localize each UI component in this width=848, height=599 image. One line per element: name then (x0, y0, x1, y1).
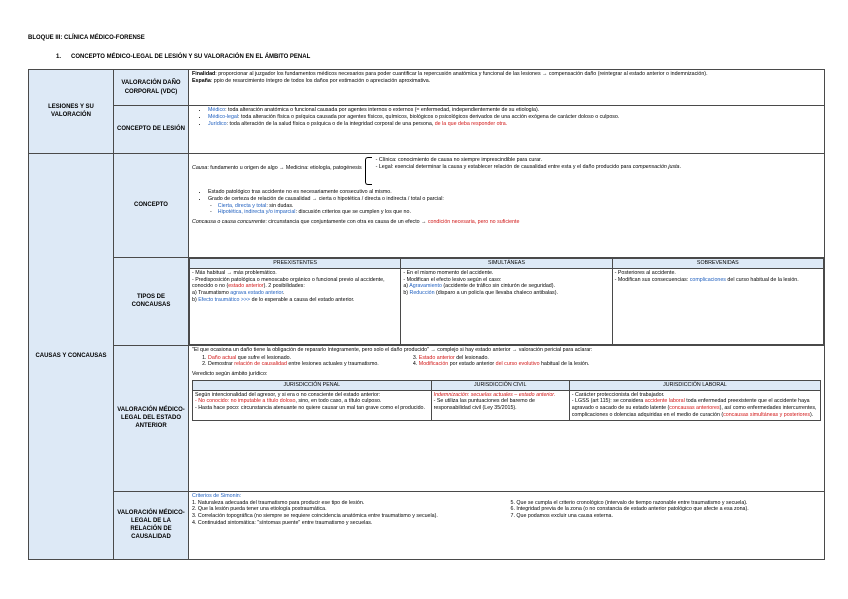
tipos-label: TIPOS DE CONCAUSAS (114, 258, 189, 346)
estado-anterior-label: VALORACIÓN MÉDICO-LEGAL DEL ESTADO ANTERIOR (114, 345, 189, 491)
causas-label: CAUSAS Y CONCAUSAS (29, 154, 114, 560)
laboral-cell: - Carácter proteccionista del trabajador. - LGSS (art 115): se considera accidente laboral toda enfermedad preexistente que el accidente haya agravado o sacado de su estado latente (concausas anteriores), así como enfermedades intercurrentes, complicaciones o dolencias adquiridas en el medio de curación (concausas simultáneas y posteriores). (569, 390, 820, 420)
civil-cell: Indemnización: secuelas actuales – estado anterior. - Se utiliza las puntuaciones del baremo de responsabilidad civil (Ley 35/2015). (431, 390, 569, 420)
row-concepto-lesion (29, 106, 825, 154)
row-estado-anterior (29, 345, 825, 491)
medico-item: • Médico: toda alteración anatómica o funcional causada por agentes internos o externos (≈ enfermedad, independientemente de su etiología). (208, 107, 821, 114)
section-title (56, 54, 310, 62)
vdc-label: VALORACIÓN DAÑO CORPORAL (VDC) (114, 70, 189, 106)
tipos-header-pre: PREEXISTENTES (190, 259, 401, 269)
estado-anterior-content: "El que ocasiona un daño tiene la obligación de repararlo íntegramente, pero solo el daño producido" → complejo si hay estado anterior → valoración pericial para aclarar: 1. Daño actual que sufre el lesionado. 2. Demostrar relación de causalidad entre lesiones actuales y traumatismo. 3. Estado anterior del lesionado. 4. Modificación por estado anterior del curso evolutivo habitual de la lesión. Veredicto según ámbito jurídico: JURISDICCIÓN PENAL JURISDICCIÓN CIVIL JURISDICCIÓN LABORAL Según intencionalidad del agresor, y si era o no consciente del estado anterior: - No conocido: no imputable a título doloso, sino, en todo caso, a título culposo. - Hasta hace poco: circunstancia atenuante no quiere causar un mal tan grave como el producido. Indemnización: secuelas actuales – estado anterior. - Se utiliza las puntuaciones del baremo de responsabilidad civil (Ley 35/2015). - Carácter proteccionista del trabajador. - LGSS (art 115): se considera accidente laboral toda enfermedad preexistente que el accidente haya agravado o sacado de su estado latente (concausas anteriores), así como enfermedades intercurrentes, complicaciones o dolencias adquiridas en el medio de curación (concausas simultáneas y posteriores). (189, 345, 825, 491)
vdc-content: Finalidad: proporcionar al juzgador los fundamentos médicos necesarios para poder cuantificar la repercusión anatómica y funcional de las lesiones → compensación daño (reintegrar al estado anterior o indemnización). España: ppio de resarcimiento íntegro de todos los daños por estimación o apreciación aproximativa. (189, 70, 825, 106)
simultaneas-cell: - En el mismo momento del accidente. - Modifican el efecto lesivo según el caso: a) Agravamiento (accidente de tráfico sin cinturón de seguridad). b) Reducción (disparo a un policía que llevaba chaleco antibalas). (401, 268, 612, 344)
tipos-header-sim: SIMULTÁNEAS (401, 259, 612, 269)
medicolegal-item: • Médico-legal: toda alteración física o psíquica causada por agentes físicos, químicos, biológicos o psicológicos derivados de una acción exógena de carácter doloso o culposo. (208, 114, 821, 121)
row-concepto-causas (29, 154, 825, 258)
jurisdiccion-table (192, 380, 821, 421)
tipos-header-sob: SOBREVENIDAS (612, 259, 823, 269)
concepto-lesion-label: CONCEPTO DE LESIÓN (114, 106, 189, 154)
block-title: BLOQUE III: CLÍNICA MÉDICO-FORENSE (28, 35, 145, 41)
concepto-content: Causa: fundamento u origen de algo → Medicina: etiología, patogénesis - Clínica: conocimiento de causa no siempre imprescindible para curar. - Legal: esencial determinar la causa y establecer relación de causalidad entre esta y el daño producido para compensación justa. • Estado patológico tras accidente no es necesariamente consecutivo al mismo. • Grado de certeza de relación de causalidad → cierta o hipotética / directa o indirecta / total o parcial: - Cierta, directa y total: sin dudas. - Hipotética, indirecta y/o imparcial: discusión criterios que se cumplen y los que no. Concausa o causa concurrente: circunstancia que conjuntamente con otra es causa de un efecto → condición necesaria, pero no suficiente (189, 154, 825, 258)
section-number: 1. (56, 54, 62, 60)
concepto-lesion-content (189, 106, 825, 154)
main-table (28, 69, 825, 560)
header-civil: JURISDICCIÓN CIVIL (431, 380, 569, 390)
tipos-content (189, 258, 825, 346)
section-title-text: CONCEPTO MÉDICO-LEGAL DE LESIÓN Y SU VALORACIÓN EN EL ÁMBITO PENAL (71, 54, 311, 60)
causalidad-label: VALORACIÓN MÉDICO-LEGAL DE LA RELACIÓN DE CAUSALIDAD (114, 491, 189, 559)
header-penal: JURISDICCIÓN PENAL (193, 380, 432, 390)
juridico-item: • Jurídico: toda alteración de la salud física o psíquica o de la integridad corporal de una persona, de la que deba responder otra. (208, 121, 821, 128)
preexistentes-cell: - Más habitual → más problemático. - Predisposición patológica o menoscabo orgánico o funcional previo al accidente, conocido o no (estado anterior). 2 posibilidades: a) Traumatismo agrava estado anterior. b) Efecto traumático >>> de lo esperable a causa del estado anterior. (190, 268, 401, 344)
concepto-label: CONCEPTO (114, 154, 189, 258)
lesiones-label: LESIONES Y SU VALORACIÓN (29, 70, 114, 154)
causalidad-content: Criterios de Simonin: 1. Naturaleza adecuada del traumatismo para producir ese tipo de lesión. 2. Que la lesión pueda tener una etiología postraumática. 3. Correlación topográfica (no siempre se requiere coincidencia anatómica entre traumatismo y secuela). 4. Continuidad sintomática: "síntomas puente" entre traumatismo y secuelas. 5. Que se cumpla el criterio cronológico (intervalo de tiempo razonable entre traumatismo y secuela). 6. Integridad previa de la zona (o no constancia de estado anterior patológico que afecte a esa zona). 7. Que podamos excluir una causa externa. (189, 491, 825, 559)
sobrevenidas-cell: - Posteriores al accidente. - Modifican sus consecuencias: complicaciones del curso habitual de la lesión. (612, 268, 823, 344)
header-laboral: JURISDICCIÓN LABORAL (569, 380, 820, 390)
row-causalidad (29, 491, 825, 559)
row-tipos (29, 258, 825, 346)
brace-icon (365, 157, 372, 185)
penal-cell: Según intencionalidad del agresor, y si era o no consciente del estado anterior: - No conocido: no imputable a título doloso, sino, en todo caso, a título culposo. - Hasta hace poco: circunstancia atenuante no quiere causar un mal tan grave como el producido. (193, 390, 432, 420)
tipos-table (189, 258, 824, 345)
row-vdc (29, 70, 825, 106)
